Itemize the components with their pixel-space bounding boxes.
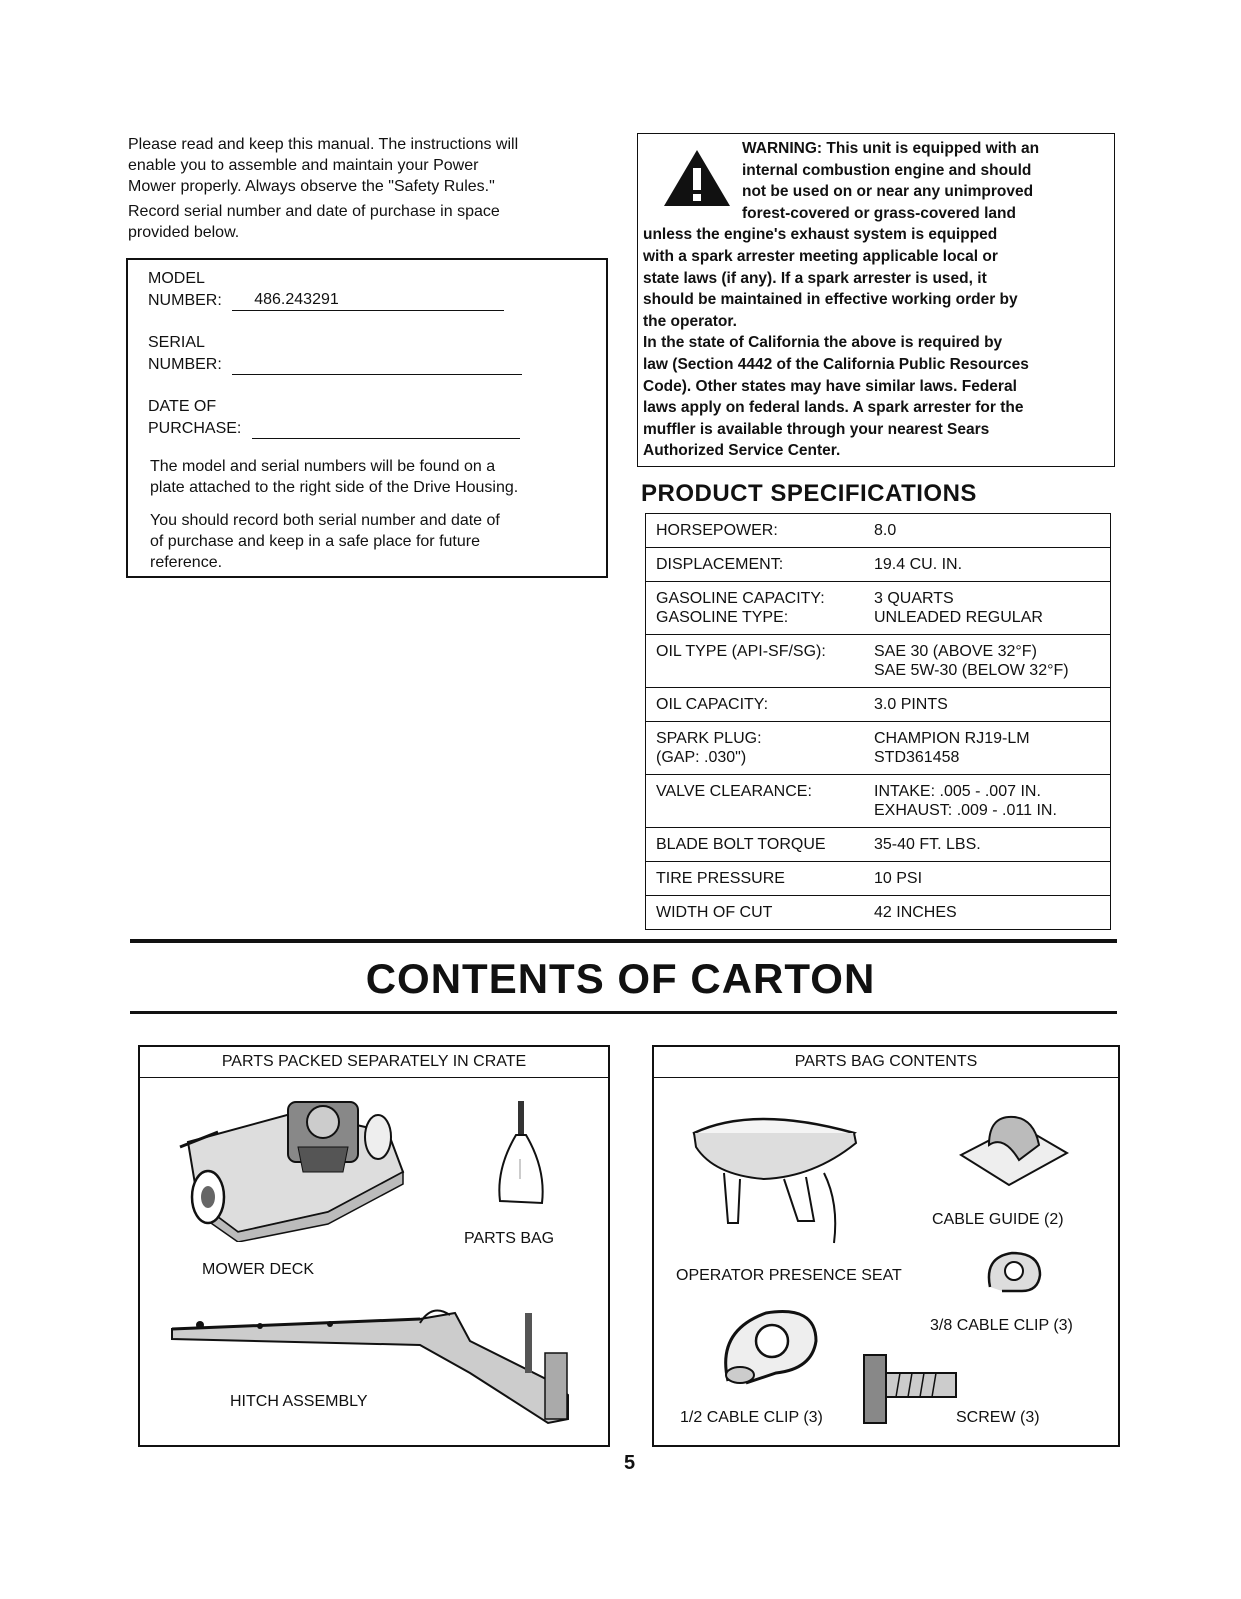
spec-key: SPARK PLUG: (656, 730, 762, 747)
model-label: MODEL NUMBER: 486.243291 (148, 268, 504, 311)
record-note: You should record both serial number and date of of purchase and keep in a safe place for future reference. (150, 512, 500, 571)
spec-value: SAE 5W-30 (BELOW 32°F) (874, 662, 1069, 679)
spec-row (645, 722, 1111, 775)
spec-value: 8.0 (874, 522, 897, 539)
purchase-date-field (252, 417, 520, 439)
spec-key: DISPLACEMENT: (656, 556, 784, 573)
spec-key: BLADE BOLT TORQUE (656, 836, 826, 853)
spec-row (645, 514, 1111, 548)
cable-clip-38-illustration (982, 1247, 1046, 1297)
spec-key: VALVE CLEARANCE: (656, 783, 812, 800)
spec-row (645, 828, 1111, 862)
spec-key: OIL CAPACITY: (656, 696, 769, 713)
parts-bag-contents-box (652, 1045, 1120, 1447)
spec-row (645, 775, 1111, 828)
warning-line: internal combustion engine and should (742, 161, 1032, 179)
spec-key: TIRE PRESSURE (656, 870, 785, 887)
spec-key: HORSEPOWER: (656, 522, 778, 539)
spec-key: OIL TYPE (API-SF/SG): (656, 643, 826, 660)
cable-clip-12-illustration (716, 1301, 826, 1397)
date-label: DATE OF PURCHASE: (148, 396, 520, 439)
spec-value: INTAKE: .005 - .007 IN. (874, 783, 1041, 800)
specs-title: PRODUCT SPECIFICATIONS (641, 480, 977, 507)
warning-line: unless the engine's exhaust system is equipped (643, 226, 998, 244)
spec-key: WIDTH OF CUT (656, 904, 773, 921)
parts-bag-header: PARTS BAG CONTENTS (654, 1047, 1118, 1078)
parts-bag-label: PARTS BAG (464, 1230, 555, 1247)
mower-deck-illustration (178, 1092, 408, 1242)
warning-line: the operator. (643, 312, 737, 330)
spec-key: (GAP: .030") (656, 749, 747, 766)
spec-value: 19.4 CU. IN. (874, 556, 963, 573)
intro-line: provided below. (128, 224, 240, 241)
spec-row (645, 896, 1111, 930)
bottom-rule (130, 1011, 1117, 1014)
top-rule (130, 939, 1117, 943)
warning-line: Authorized Service Center. (643, 442, 841, 460)
spec-value: 3.0 PINTS (874, 696, 948, 713)
spec-row (645, 635, 1111, 688)
cable-guide-label: CABLE GUIDE (2) (932, 1211, 1064, 1228)
crate-header: PARTS PACKED SEPARATELY IN CRATE (140, 1047, 608, 1078)
spec-value: 42 INCHES (874, 904, 957, 921)
intro-text (128, 134, 598, 243)
intro-line: Record serial number and date of purchase in space (128, 203, 500, 220)
specs-table (645, 513, 1111, 930)
spec-value: STD361458 (874, 749, 960, 766)
parts-bag-illustration (490, 1099, 550, 1209)
spec-value: CHAMPION RJ19-LM (874, 730, 1030, 747)
warning-line: with a spark arrester meeting applicable local or (643, 248, 998, 265)
screw-label: SCREW (3) (956, 1409, 1040, 1426)
serial-number-field (232, 353, 522, 375)
spec-value: EXHAUST: .009 - .011 IN. (874, 802, 1057, 819)
spec-row (645, 862, 1111, 896)
model-number-value: 486.243291 (254, 291, 339, 308)
spec-row (645, 548, 1111, 582)
page-number: 5 (624, 1452, 636, 1474)
model-number-field (232, 289, 504, 311)
intro-line: Please read and keep this manual. The instructions will (128, 136, 519, 153)
cable-guide-illustration (959, 1105, 1069, 1195)
spec-key: GASOLINE CAPACITY: (656, 590, 825, 607)
crate-parts-box (138, 1045, 610, 1447)
warning-line: not be used on or near any unimproved (742, 183, 1034, 201)
warning-line: Code). Other states may have similar laws. Federal (643, 377, 1017, 395)
warning-line: should be maintained in effective working order by (643, 291, 1018, 309)
hitch-assembly-illustration (170, 1293, 580, 1438)
warning-triangle-icon (662, 148, 732, 208)
intro-line: Mower properly. Always observe the "Safety Rules." (128, 178, 495, 195)
serial-label: SERIAL NUMBER: (148, 332, 522, 375)
spec-value: 35-40 FT. LBS. (874, 836, 981, 853)
warning-line: forest-covered or grass-covered land (742, 204, 1016, 222)
intro-line: enable you to assemble and maintain your Power (128, 157, 479, 174)
warning-line: state laws (if any). If a spark arrester is used, it (643, 269, 987, 287)
contents-title: CONTENTS OF CARTON (365, 955, 876, 1002)
warning-line: law (Section 4442 of the California Public Resources (643, 356, 1029, 373)
location-note: The model and serial numbers will be found on a plate attached to the right side of the Drive Housing. (150, 458, 519, 496)
spec-row (645, 688, 1111, 722)
registration-box (126, 258, 608, 578)
cable-clip-12-label: 1/2 CABLE CLIP (3) (680, 1409, 823, 1426)
warning-line: laws apply on federal lands. A spark arrester for the (643, 399, 1024, 417)
warning-line: In the state of California the above is required by (643, 334, 1003, 352)
spec-value: 3 QUARTS (874, 590, 954, 607)
spec-value: SAE 30 (ABOVE 32°F) (874, 643, 1037, 660)
spec-value: 10 PSI (874, 870, 923, 887)
hitch-assembly-label: HITCH ASSEMBLY (230, 1393, 368, 1410)
warning-line: WARNING: This unit is equipped with an (742, 140, 1040, 157)
seat-illustration (674, 1103, 874, 1253)
seat-label: OPERATOR PRESENCE SEAT (676, 1267, 902, 1284)
spec-row (645, 582, 1111, 635)
warning-box (637, 133, 1115, 467)
spec-value: UNLEADED REGULAR (874, 609, 1043, 626)
cable-clip-38-label: 3/8 CABLE CLIP (3) (930, 1317, 1073, 1334)
mower-deck-label: MOWER DECK (202, 1261, 314, 1278)
warning-line: muffler is available through your nearest Sears (643, 420, 990, 438)
screw-illustration (860, 1349, 970, 1429)
spec-key: GASOLINE TYPE: (656, 609, 789, 626)
